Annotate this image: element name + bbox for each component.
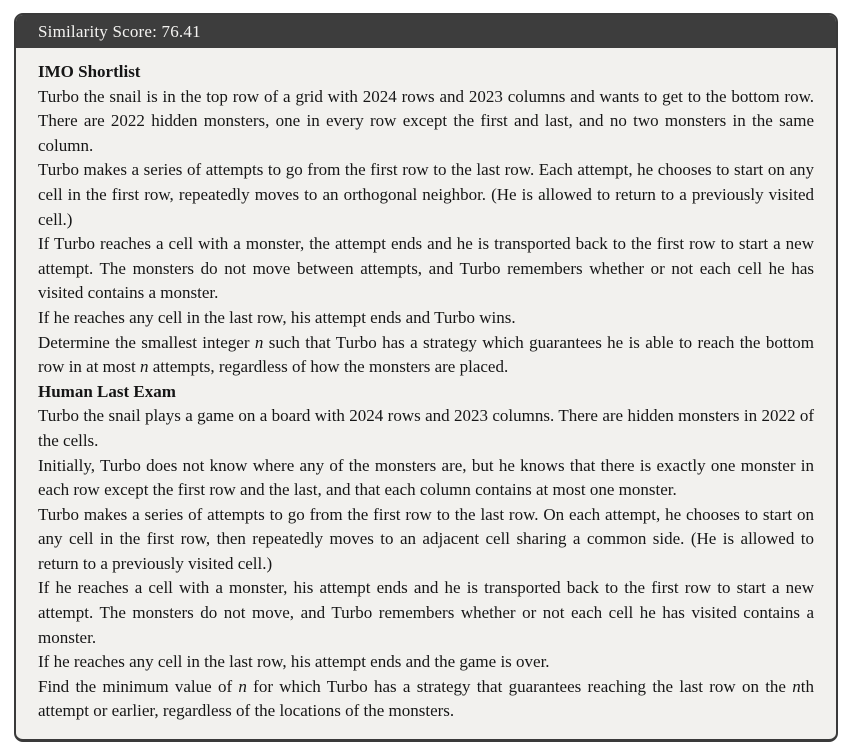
paragraph	[38, 503, 814, 577]
paragraph	[38, 404, 814, 453]
text-run: If Turbo reaches a cell with a monster, the attempt ends and he is transported back to the first row to start a new attempt. The monsters do not move between attempts, and Turbo remembers whether or not each cell he has visited contains a monster.	[38, 234, 814, 303]
text-run: Turbo makes a series of attempts to go from the first row to the last row. Each attempt, he chooses to start on any cell in the first row, repeatedly moves to an orthogonal neighbor. (He is allowed to return to a previously visited cell.)	[38, 160, 814, 229]
section-heading: Human Last Exam	[38, 381, 176, 401]
paragraph	[38, 675, 814, 724]
paragraph	[38, 454, 814, 503]
text-run: Turbo the snail plays a game on a board with 2024 rows and 2023 columns. There are hidden monsters in 2022 of the cells.	[38, 406, 814, 450]
paragraph	[38, 232, 814, 306]
text-run: Turbo makes a series of attempts to go from the first row to the last row. On each attempt, he chooses to start on any cell in the first row, then repeatedly moves to an adjacent cell sharing a common side. (He is allowed to return to a previously visited cell.)	[38, 504, 814, 573]
text-run: Turbo the snail is in the top row of a grid with 2024 rows and 2023 columns and wants to get to the bottom row. There are 2022 hidden monsters, one in every row except the first and last, and no two monsters in the same column.	[38, 86, 814, 155]
text-run: th attempt or earlier, regardless of the locations of the monsters.	[38, 676, 814, 721]
paragraph	[38, 331, 814, 380]
math-variable: n	[254, 332, 264, 352]
paragraph	[38, 158, 814, 232]
paragraph	[38, 306, 814, 331]
text-run: Initially, Turbo does not know where any of the monsters are, but he knows that there is exactly one monster in each row except the first row and the last, and that each column contains at most one monster.	[38, 455, 814, 500]
text-run: for which Turbo has a strategy that guarantees reaching the last row on the	[246, 676, 793, 696]
similarity-score-title: Similarity Score: 76.41	[38, 21, 201, 41]
math-variable: n	[140, 357, 149, 377]
text-run: If he reaches a cell with a monster, his attempt ends and he is transported back to the first row to start a new attempt. The monsters do not move, and Turbo remembers whether or not each cell he has visited contains a monster.	[38, 578, 814, 647]
math-variable: n	[238, 676, 247, 696]
card-header	[16, 15, 836, 48]
paragraph	[38, 85, 814, 159]
card-body	[16, 48, 836, 738]
paragraph	[38, 650, 814, 675]
text-run: attempts, regardless of how the monsters are placed.	[148, 357, 509, 377]
similarity-card	[14, 13, 838, 742]
math-variable: n	[792, 676, 801, 696]
text-run: If he reaches any cell in the last row, his attempt ends and the game is over.	[38, 652, 550, 672]
paragraph	[38, 576, 814, 650]
text-run: Find the minimum value of	[38, 676, 239, 696]
text-run: If he reaches any cell in the last row, his attempt ends and Turbo wins.	[38, 307, 516, 327]
section-heading: IMO Shortlist	[38, 62, 141, 81]
text-run: Determine the smallest integer	[38, 332, 255, 352]
text-run: such that Turbo has a strategy which guarantees he is able to reach the bottom row in at most	[38, 332, 814, 377]
